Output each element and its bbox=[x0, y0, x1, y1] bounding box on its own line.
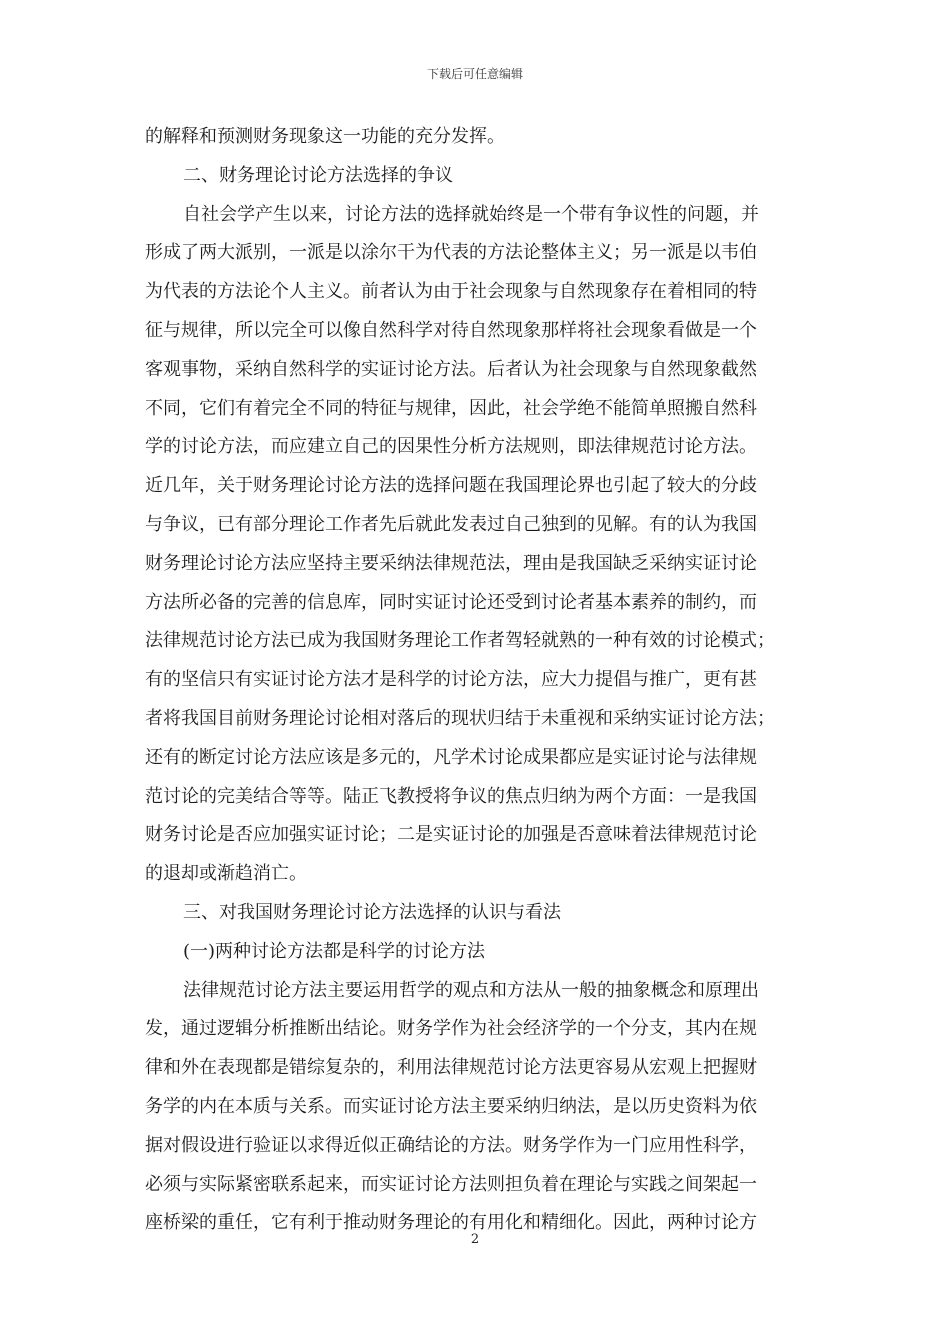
page-header: 下载后可任意编辑 bbox=[426, 67, 523, 81]
body-line: 自社会学产生以来，讨论方法的选择就始终是一个带有争议性的问题，并 bbox=[183, 203, 759, 225]
body-line: 形成了两大派别，一派是以涂尔干为代表的方法论整体主义；另一派是以韦伯 bbox=[145, 242, 757, 264]
body-line: 财务理论讨论方法应坚持主要采纳法律规范法，理由是我国缺乏采纳实证讨论 bbox=[145, 552, 757, 574]
body-line: 为代表的方法论个人主义。前者认为由于社会现象与自然现象存在着相同的特 bbox=[145, 281, 757, 303]
body-line: 学的讨论方法，而应建立自己的因果性分析方法规则，即法律规范讨论方法。 bbox=[145, 436, 757, 458]
body-line: 据对假设进行验证以求得近似正确结论的方法。财务学作为一门应用性科学， bbox=[145, 1134, 757, 1156]
body-line: 发，通过逻辑分析推断出结论。财务学作为社会经济学的一个分支，其内在规 bbox=[145, 1018, 757, 1040]
body-line: 与争议，已有部分理论工作者先后就此发表过自己独到的见解。有的认为我国 bbox=[145, 513, 757, 535]
body-line: 者将我国目前财务理论讨论相对落后的现状归结于未重视和采纳实证讨论方法； bbox=[145, 707, 775, 729]
body-line: 的解释和预测财务现象这一功能的充分发挥。 bbox=[145, 126, 505, 147]
body-line: 法律规范讨论方法已成为我国财务理论工作者驾轻就熟的一种有效的讨论模式； bbox=[145, 630, 775, 652]
body-line: 还有的断定讨论方法应该是多元的，凡学术讨论成果都应是实证讨论与法律规 bbox=[145, 746, 757, 768]
document-body bbox=[145, 118, 810, 1243]
body-line: 征与规律，所以完全可以像自然科学对待自然现象那样将社会现象看做是一个 bbox=[145, 319, 757, 341]
body-line: 律和外在表现都是错综复杂的，利用法律规范讨论方法更容易从宏观上把握财 bbox=[145, 1057, 757, 1079]
body-line: 务学的内在本质与关系。而实证讨论方法主要采纳归纳法，是以历史资料为依 bbox=[145, 1095, 757, 1117]
body-line: 座桥梁的重任，它有利于推动财务理论的有用化和精细化。因此，两种讨论方 bbox=[145, 1212, 757, 1234]
body-line: 有的坚信只有实证讨论方法才是科学的讨论方法，应大力提倡与推广，更有甚 bbox=[145, 669, 757, 691]
body-line: 的退却或渐趋消亡。 bbox=[145, 863, 307, 885]
body-line: 近几年，关于财务理论讨论方法的选择问题在我国理论界也引起了较大的分歧 bbox=[145, 475, 757, 497]
section-heading: 二、财务理论讨论方法选择的争议 bbox=[183, 164, 453, 186]
body-line: 财务讨论是否应加强实证讨论；二是实证讨论的加强是否意味着法律规范讨论 bbox=[145, 824, 757, 846]
page-number: 2 bbox=[470, 1232, 480, 1247]
subsection-heading: (一)两种讨论方法都是科学的讨论方法 bbox=[183, 940, 486, 962]
body-line: 范讨论的完美结合等等。陆正飞教授将争议的焦点归纳为两个方面：一是我国 bbox=[145, 785, 757, 807]
body-line: 方法所必备的完善的信息库，同时实证讨论还受到讨论者基本素养的制约，而 bbox=[145, 591, 757, 613]
body-line: 法律规范讨论方法主要运用哲学的观点和方法从一般的抽象概念和原理出 bbox=[183, 979, 759, 1001]
body-line: 必须与实际紧密联系起来，而实证讨论方法则担负着在理论与实践之间架起一 bbox=[145, 1173, 757, 1195]
body-line: 不同，它们有着完全不同的特征与规律，因此，社会学绝不能简单照搬自然科 bbox=[145, 397, 757, 419]
body-line: 客观事物，采纳自然科学的实证讨论方法。后者认为社会现象与自然现象截然 bbox=[145, 358, 757, 380]
section-heading: 三、对我国财务理论讨论方法选择的认识与看法 bbox=[183, 901, 561, 923]
